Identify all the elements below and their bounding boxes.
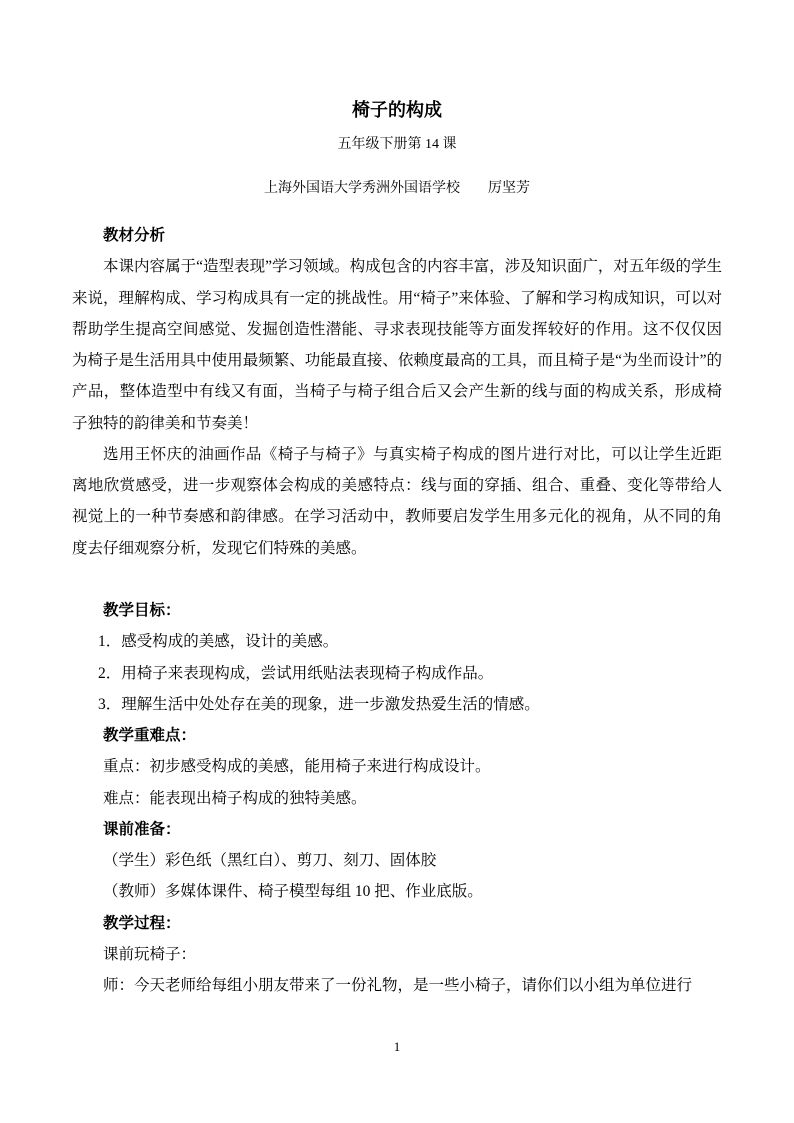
heading-objectives: 教学目标： [103,602,181,619]
document-body [72,220,722,1001]
doc-subtitle: 五年级下册第 14 课 [337,137,457,152]
preparation-teacher: （教师）多媒体课件、椅子模型每组 10 把、作业底版。 [103,883,483,901]
heading-preparation: 课前准备： [103,820,181,838]
preparation-students: （学生）彩色纸（黑红白）、剪刀、刻刀、固体胶 [103,852,437,869]
objective-item-2: 2．用椅子来表现构成，尝试用纸贴法表现椅子构成作品。 [98,664,494,682]
heading-process: 教学过程： [103,914,181,932]
heading-key-points: 教学重难点： [103,727,197,744]
key-point-difficulty: 难点：能表现出椅子构成的独特美感。 [103,789,367,807]
doc-title: 椅子的构成 [352,100,442,120]
objective-item-3: 3．理解生活中处处存在美的现象，进一步激发热爱生活的情感。 [98,695,540,713]
process-pre-class-activity: 课前玩椅子： [103,945,197,963]
paragraph-material-analysis-2: 选用王怀庆的油画作品《椅子与椅子》与真实椅子构成的图片进行对比，可以让学生近距离地欣赏感受，进一步观察体会构成的美感特点：线与面的穿插、组合、重叠、变化等带给人视觉上的一种节奏感和韵律感。在学习活动中，教师要启发学生用多元化的视角，从不同的角度去仔细观察分析，发现它们特殊的美感。 [72,445,722,557]
author-line: 上海外国语大学秀洲外国语学校 厉坚芳 [264,181,530,196]
paragraph-material-analysis-1: 本课内容属于“造型表现”学习领域。构成包含的内容丰富，涉及知识面广，对五年级的学生来说，理解构成、学习构成具有一定的挑战性。用“椅子”来体验、了解和学习构成知识，可以对帮助学生提高空间感觉、发掘创造性潜能、寻求表现技能等方面发挥较好的作用。这不仅仅因为椅子是生活用具中使用最频繁、功能最直接、依赖度最高的工具，而且椅子是“为坐而设计”的产品，整体造型中有线又有面，当椅子与椅子组合后又会产生新的线与面的构成关系，形成椅子独特的韵律美和节奏美！ [72,258,722,432]
page-number: 1 [393,1039,401,1054]
heading-material-analysis: 教材分析 [103,227,166,244]
objective-item-1: 1．感受构成的美感，设计的美感。 [98,633,339,651]
process-teacher-speech: 师：今天老师给每组小朋友带来了一份礼物，是一些小椅子，请你们以小组为单位进行 [103,977,693,994]
key-point-focus: 重点：初步感受构成的美感，能用椅子来进行构成设计。 [103,758,491,776]
